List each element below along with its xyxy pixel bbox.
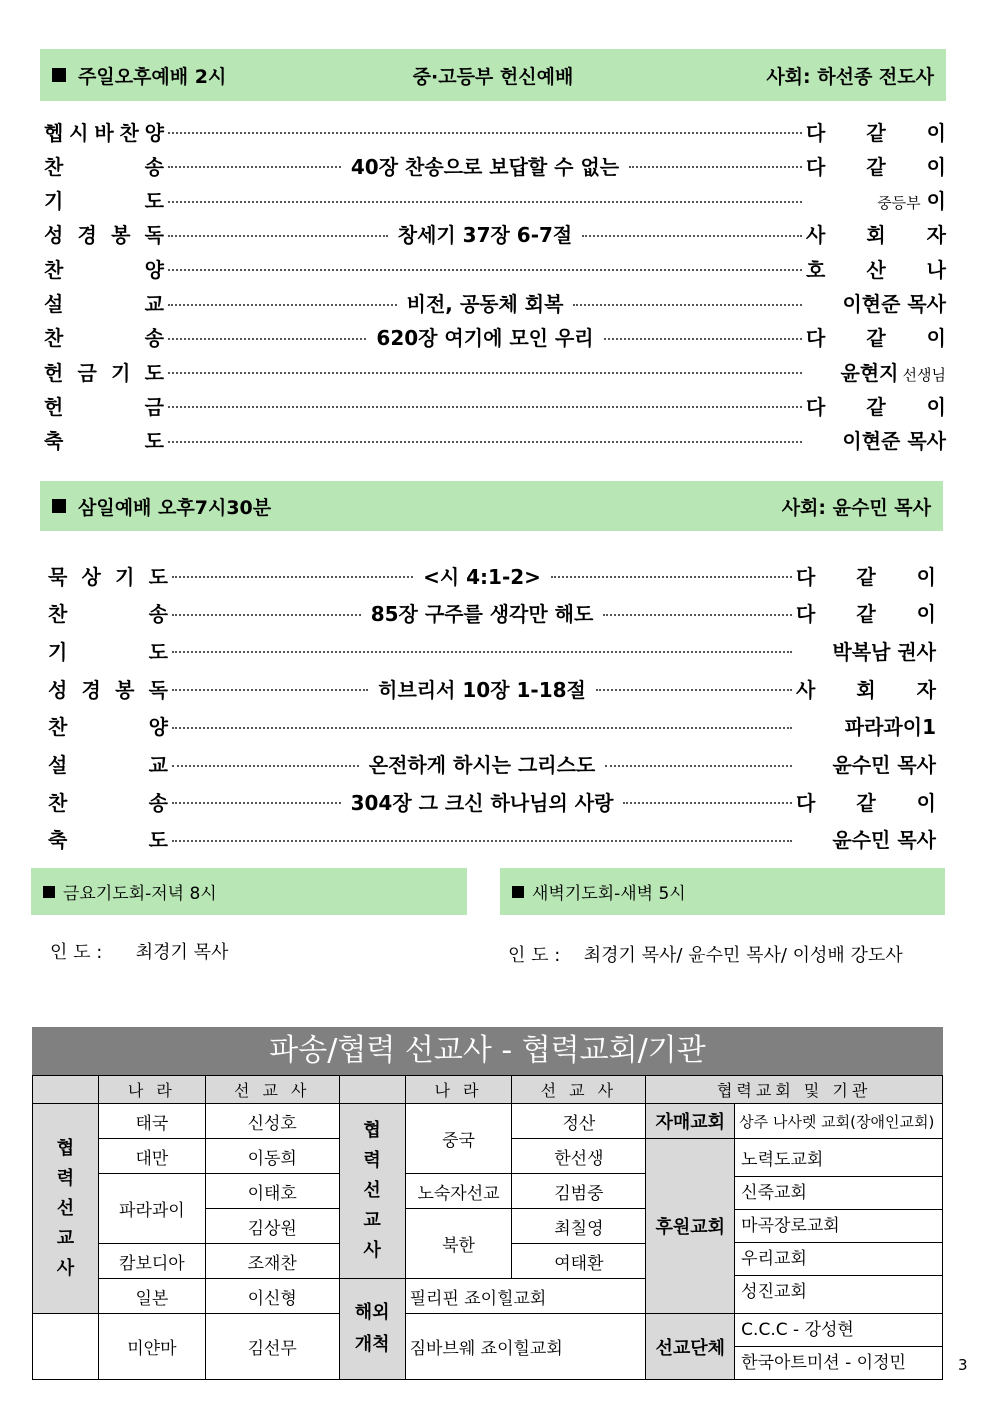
leader-dots [629,166,802,168]
order-person-char: 같 [866,394,886,419]
missionary-cell: 한선생 [512,1139,646,1174]
order-label-char: 도 [144,189,164,214]
order-person-role: 선생님 [902,365,946,384]
order-label-char: 봉 [115,677,135,702]
order-label-char: 기 [44,189,64,214]
order-person-char: 자 [916,677,936,702]
afternoon-service-header [40,49,946,101]
missionary-cell: 신성호 [205,1104,339,1139]
leader-dots [172,576,413,578]
order-label-char: 찬 [48,715,68,740]
group-label-missionaries-2 [339,1104,405,1279]
leader-dots [168,132,802,134]
order-person [806,151,946,180]
header-country: 나 라 [98,1076,205,1104]
order-person [806,254,946,283]
order-person-char: 같 [866,120,886,145]
order-person-char: 같 [856,564,876,589]
order-person-char: 이 [916,790,936,815]
vertical-label-char: 력 [56,1167,75,1189]
afternoon-service-host: 사회: 하선종 전도사 [766,65,934,88]
order-label [44,391,164,420]
order-row [44,150,946,180]
mission-org-list [735,1314,943,1380]
support-church-item: 노력도교회 [735,1144,942,1177]
leader-dots [604,338,802,340]
support-church-label: 후원교회 [646,1139,735,1314]
leader-dots [172,765,359,767]
order-row [48,598,936,628]
table-row [33,1104,943,1139]
order-row [44,219,946,249]
square-bullet-icon [52,68,66,82]
country-cell: 일본 [98,1279,205,1314]
order-label-char: 설 [48,753,68,777]
missionary-cell: 김선무 [205,1314,339,1380]
mission-org-label: 선교단체 [646,1314,735,1380]
order-row [44,253,946,283]
leader-dots [172,727,792,729]
support-church-item: 성진교회 [741,1282,807,1302]
order-content: 비전, 공동체 회복 [406,292,564,316]
order-content: 85장 구주를 생각만 해도 [370,602,594,627]
wednesday-service-header [40,481,943,531]
page-number: 3 [958,1356,968,1374]
order-label-char: 기 [48,639,68,664]
vertical-label-char: 개척 [354,1334,390,1355]
leader-dots [168,304,397,306]
order-content: 620장 여기에 모인 우리 [376,326,594,351]
country-cell: 캄보디아 [98,1244,205,1279]
order-label [44,151,164,180]
order-row [44,288,946,318]
support-church-item: 마곡장로교회 [735,1210,942,1243]
header-empty [33,1076,99,1104]
leader-dots [168,235,388,237]
order-person-char: 사 [796,677,816,702]
order-label-char: 축 [44,429,64,454]
order-label-char: 찬 [44,257,64,282]
order-label-char: 독 [148,677,168,702]
leader-dots [596,689,792,691]
order-label-char: 경 [81,677,101,702]
order-label-char: 송 [144,326,164,351]
order-label [44,357,164,386]
order-person [796,711,936,740]
order-person [806,288,946,317]
order-person-char: 파라과이1 [844,715,936,740]
order-person [796,636,936,665]
order-label-char: 양 [144,257,164,282]
order-content: 히브리서 10장 1-18절 [378,677,586,702]
order-label-char: 독 [144,223,164,248]
leader-dots [168,338,366,340]
order-label-char: 찬 [119,120,139,145]
leader-dots [605,765,792,767]
order-row [48,824,936,854]
order-label [48,598,168,627]
order-label-char: 송 [144,154,164,179]
support-church-item: 신죽교회 [735,1177,942,1210]
order-label [48,824,168,853]
header-country: 나 라 [405,1076,512,1104]
order-content: 창세기 37장 6-7절 [397,223,573,248]
order-person-char: 이현준 목사 [842,292,947,316]
order-person [806,322,946,351]
square-bullet-icon [43,886,55,898]
order-label [44,254,164,283]
country-cell: 북한 [405,1209,512,1279]
order-person [806,357,946,386]
order-label-char: 성 [44,223,64,248]
order-person-char: 같 [866,154,886,179]
order-person-char: 자 [926,223,946,248]
country-cell: 태국 [98,1104,205,1139]
order-label [48,636,168,665]
order-row [44,322,946,352]
leader-dots [168,269,802,271]
leader-dots [172,689,368,691]
missionary-cell: 이태호 [205,1174,339,1209]
order-label [44,185,164,214]
order-row [44,185,946,215]
dawn-prayer-title: 새벽기도회-새벽 5시 [532,884,686,904]
order-label-char: 찬 [48,790,68,815]
friday-leader [50,938,228,964]
order-row [48,711,936,741]
order-label-char: 송 [148,790,168,815]
leader-dots [168,441,802,443]
order-person-char: 다 [806,120,826,145]
order-label [44,322,164,351]
country-cell: 중국 [405,1104,512,1174]
order-label-char: 봉 [111,223,131,248]
afternoon-service-subtitle: 중·고등부 헌신예배 [412,65,574,88]
order-label-char: 상 [81,564,101,589]
support-church-item: 우리교회 [735,1243,942,1276]
order-person-char: 다 [806,394,826,419]
vertical-label-char: 선 [363,1180,381,1201]
order-label [44,288,164,317]
group-label-missionaries [33,1104,99,1314]
leader-dots [172,651,792,653]
order-person-char: 윤수민 목사 [832,828,936,853]
order-label-char: 헌 [44,394,64,419]
order-label [48,711,168,740]
order-label-char: 기 [115,564,135,589]
order-person-char: 같 [856,602,876,627]
missionary-cell: 최칠영 [512,1209,646,1244]
group-label-spacer [33,1314,99,1380]
order-person [806,391,946,420]
leader-dots [582,235,802,237]
order-person-char: 이 [916,564,936,589]
order-person-char: 윤수민 목사 [832,753,937,777]
order-row [48,560,936,590]
country-cell: 노숙자선교 [405,1174,512,1209]
order-label-char: 도 [144,360,164,385]
leader-dots [168,372,802,374]
order-row [44,425,946,455]
order-content: 40장 찬송으로 보답할 수 없는 [350,154,620,179]
missionary-cell: 이동희 [205,1139,339,1174]
order-person [806,219,946,248]
missionary-cell: 여태환 [512,1244,646,1279]
order-label-char: 설 [44,292,64,316]
order-person [806,117,946,146]
country-cell: 파라과이 [98,1174,205,1244]
header-church: 협력교회 및 기관 [646,1076,943,1104]
order-label-char: 찬 [44,154,64,179]
sister-church-value: 상주 나사렛 교회(장애인교회) [735,1104,943,1139]
order-person-char: 같 [866,326,886,351]
order-person-char: 다 [796,790,816,815]
order-person-char: 나 [926,257,946,282]
afternoon-service-title: 주일오후예배 2시 [78,65,227,88]
wednesday-service-title: 삼일예배 오후7시30분 [78,496,272,519]
order-label-char: 양 [144,120,164,145]
missionary-cell: 조재찬 [205,1244,339,1279]
vertical-label-char: 해외 [354,1302,390,1323]
wednesday-service-host: 사회: 윤수민 목사 [781,496,931,519]
header-missionary: 선 교 사 [205,1076,339,1104]
order-person-char: 이 [926,394,946,419]
order-person [796,787,936,816]
order-label [44,219,164,248]
order-label-char: 경 [77,223,97,248]
sister-church-label: 자매교회 [646,1104,735,1139]
vertical-label-char: 교 [56,1227,75,1249]
order-row [48,786,936,816]
vertical-label-char: 사 [56,1257,75,1279]
mission-org-item: C.C.C - 강성현 [735,1314,942,1347]
support-church-list [735,1139,943,1314]
order-content: 온전하게 하시는 그리스도 [368,753,596,777]
order-label-char: 헌 [44,360,64,385]
square-bullet-icon [512,886,524,898]
order-label-char: 금 [77,360,97,385]
overseas-label [339,1279,405,1380]
missionary-cell: 김상원 [205,1209,339,1244]
header-missionary: 선 교 사 [512,1076,646,1104]
order-person-name: 윤현지 [840,360,899,385]
order-person-char: 다 [796,602,816,627]
dawn-leader [508,941,903,967]
order-label-char: 금 [144,394,164,419]
dawn-leader-label: 인 도 : [508,945,561,966]
order-label-char: 도 [148,564,168,589]
missionary-cell: 김범중 [512,1174,646,1209]
order-label [48,561,168,590]
order-label [48,749,168,778]
friday-leader-label: 인 도 : [50,942,103,963]
vertical-label-char: 사 [363,1240,381,1261]
order-person-char: 회 [856,677,876,702]
order-label-char: 시 [69,120,89,145]
order-person-role: 중등부 [877,194,921,213]
leader-dots [168,406,802,408]
order-person [796,674,936,703]
leader-dots [172,840,792,842]
overseas-church: 필리핀 죠이힐교회 [405,1279,646,1314]
missionary-cell: 정산 [512,1104,646,1139]
leader-dots [551,576,792,578]
order-row [48,635,936,665]
missionary-cell: 이신형 [205,1279,339,1314]
order-label-char: 송 [148,602,168,627]
vertical-label-char: 협 [363,1120,381,1141]
order-person-char: 이현준 목사 [842,429,946,454]
leader-dots [623,802,792,804]
dawn-prayer-header [500,868,945,915]
order-person-char: 같 [856,790,876,815]
order-person-char: 이 [916,602,936,627]
order-person-char: 다 [796,564,816,589]
friday-prayer-header [31,868,467,915]
order-row [44,390,946,420]
order-label-char: 축 [48,828,68,853]
leader-dots [172,614,361,616]
order-person-char: 박복남 권사 [832,639,936,664]
country-cell: 대만 [98,1139,205,1174]
vertical-label-char: 교 [363,1210,381,1231]
overseas-church: 짐바브웨 죠이힐교회 [405,1314,646,1380]
order-row [44,356,946,386]
order-label [44,425,164,454]
order-label-char: 교 [148,753,168,777]
square-bullet-icon [52,499,66,513]
order-label [44,117,164,146]
order-label-char: 양 [148,715,168,740]
order-person [806,185,946,214]
order-person-char: 회 [866,223,886,248]
leader-dots [172,802,341,804]
header-empty [339,1076,405,1104]
leader-dots [168,166,341,168]
order-label-char: 교 [144,292,164,316]
order-label [48,787,168,816]
order-person-char: 다 [806,326,826,351]
order-person-char: 이 [926,154,946,179]
order-person [796,598,936,627]
order-label [48,674,168,703]
order-person-char: 사 [806,223,826,248]
order-person-char: 호 [806,257,826,282]
order-person [796,749,936,778]
order-label-char: 도 [148,828,168,853]
order-label-char: 바 [94,120,114,145]
leader-dots [573,304,802,306]
order-content: 304장 그 크신 하나님의 사랑 [350,790,614,815]
table-row [33,1314,943,1380]
order-person [796,824,936,853]
missions-table-title: 파송/협력 선교사 - 협력교회/기관 [32,1027,943,1075]
dawn-leader-value: 최경기 목사/ 윤수민 목사/ 이성배 강도사 [583,945,903,966]
order-person-name: 이 [926,189,946,214]
order-label-char: 묵 [48,564,68,589]
order-label-char: 성 [48,677,68,702]
vertical-label-char: 선 [56,1197,75,1219]
order-row [48,673,936,703]
order-label-char: 도 [144,429,164,454]
order-person-char: 이 [926,326,946,351]
order-label-char: 찬 [44,326,64,351]
leader-dots [168,201,802,203]
order-row [48,749,936,779]
order-person-char: 산 [866,257,886,282]
friday-prayer-title: 금요기도회-저녁 8시 [63,884,217,904]
country-cell: 미얀마 [98,1314,205,1380]
order-person-char: 이 [926,120,946,145]
table-header-row [33,1076,943,1104]
order-label-char: 찬 [48,602,68,627]
order-person [806,425,946,454]
leader-dots [603,614,792,616]
order-person-char: 다 [806,154,826,179]
order-person [796,561,936,590]
vertical-label-char: 협 [56,1137,75,1159]
order-row [44,116,946,146]
order-label-char: 도 [148,639,168,664]
missions-table [32,1075,943,1380]
vertical-label-char: 력 [363,1150,381,1171]
order-label-char: 헵 [44,120,64,145]
order-content: <시 4:1-2> [423,564,541,589]
friday-leader-value: 최경기 목사 [135,942,229,963]
mission-org-item: 한국아트미션 - 이정민 [741,1353,906,1373]
order-label-char: 기 [111,360,131,385]
